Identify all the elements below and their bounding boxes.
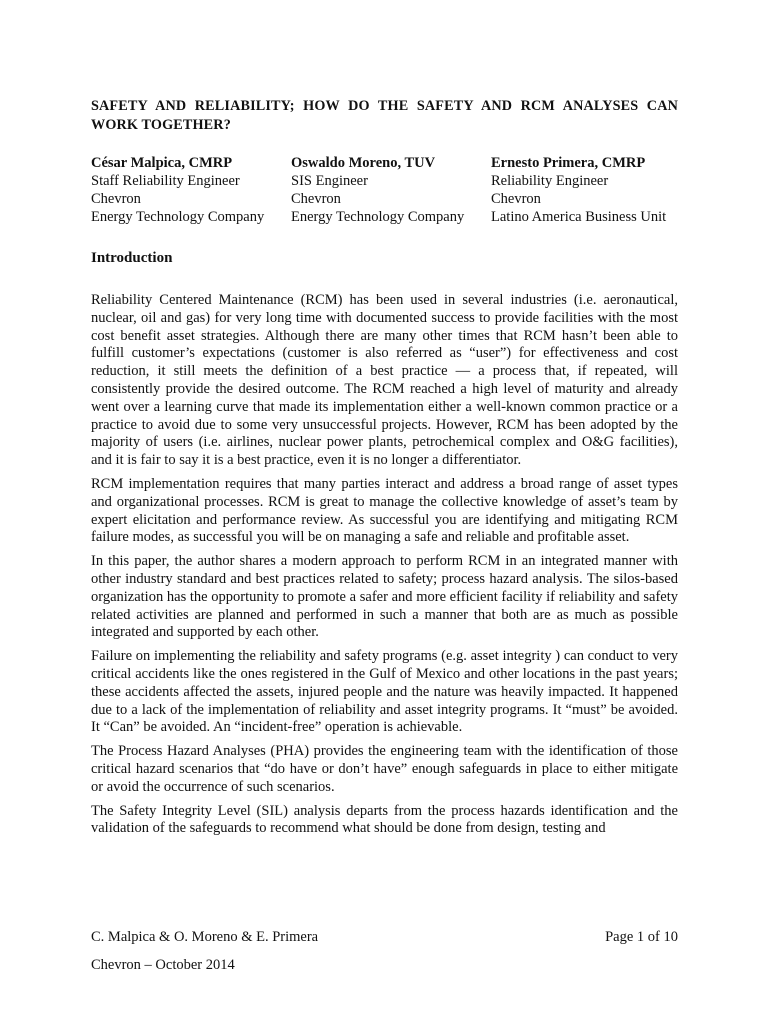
author-3 [491,154,678,226]
paragraph: In this paper, the author shares a modern approach to perform RCM in an integrated manner with other industry standard and best practices related to safety; process hazard analysis. The silos-based organization has the opportunity to promote a safer and more efficient facility if reliability and safety related activities are planned and performed in such a manner that both are as much as possible integrated and supported by each other. [91,553,678,641]
author-role: Staff Reliability Engineer [91,173,240,189]
author-org: Chevron [91,191,141,207]
author-2 [291,154,491,226]
author-unit: Latino America Business Unit [491,209,667,225]
page-footer [91,928,678,946]
author-role: Reliability Engineer [491,173,609,189]
paragraph: The Safety Integrity Level (SIL) analysis departs from the process hazards identification and the validation of the safeguards to recommend what should be done from design, testing and [91,802,678,837]
page-footer-org [91,956,678,974]
paper-title: SAFETY AND RELIABILITY; HOW DO THE SAFETY AND RCM ANALYSES CAN WORK TOGETHER? [91,98,678,133]
author-name: Ernesto Primera, CMRP [491,155,646,171]
author-org: Chevron [291,191,341,207]
paragraph: The Process Hazard Analyses (PHA) provides the engineering team with the identification of those critical hazard scenarios that “do have or don’t have” enough safeguards in place to either mitigate or avoid the occurrence of such scenarios. [91,743,678,795]
paragraph: Reliability Centered Maintenance (RCM) has been used in several industries (i.e. aeronautical, nuclear, oil and gas) for very long time with documented success to provide facilities with the most cost benefit asset strategies. Although there are many other times that RCM hasn’t been able to fulfill customer’s expectations (customer is also referred as “user”) for effectiveness and cost reduction, it still meets the definition of a best practice — a process that, if repeated, will consistently provide the desired outcome. The RCM reached a high level of maturity and already went over a learning curve that made its implementation either a well-known common practice or a practice to avoid due to some very unsuccessful projects. However, RCM has been adopted by the majority of users (i.e. airlines, nuclear power plants, petrochemical complex and O&G facilities), and it is fair to say it is a best practice, even it is no longer a differentiator. [91,292,678,469]
paragraph: Failure on implementing the reliability and safety programs (e.g. asset integrity ) can conduct to very critical accidents like the ones registered in the Gulf of Mexico and other locations in the past years; these accidents affected the assets, injured people and the nature was heavily impacted. It happened due to a lack of the implementation of reliability and asset integrity programs. It “must” be avoided. It “Can” be avoided. An “incident-free” operation is achievable. [91,648,678,736]
author-org: Chevron [491,191,541,207]
author-name: César Malpica, CMRP [91,155,233,171]
author-unit: Energy Technology Company [291,209,465,225]
footer-org-date: Chevron – October 2014 [91,957,235,973]
author-1 [91,154,291,226]
section-heading: Introduction [91,250,173,266]
body-text [91,292,678,838]
author-role: SIS Engineer [291,173,368,189]
author-block [91,154,678,226]
author-name: Oswaldo Moreno, TUV [291,155,436,171]
author-unit: Energy Technology Company [91,209,265,225]
paragraph: RCM implementation requires that many parties interact and address a broad range of asset types and organizational processes. RCM is great to manage the collective knowledge of asset’s team by expert elicitation and performance review. As successful you are identifying and mitigating RCM failure modes, as successful you will be on managing a safe and reliable and profitable asset. [91,475,678,546]
footer-authors: C. Malpica & O. Moreno & E. Primera [91,929,319,945]
page-number: Page 1 of 10 [605,929,678,945]
paper-page [91,97,678,844]
